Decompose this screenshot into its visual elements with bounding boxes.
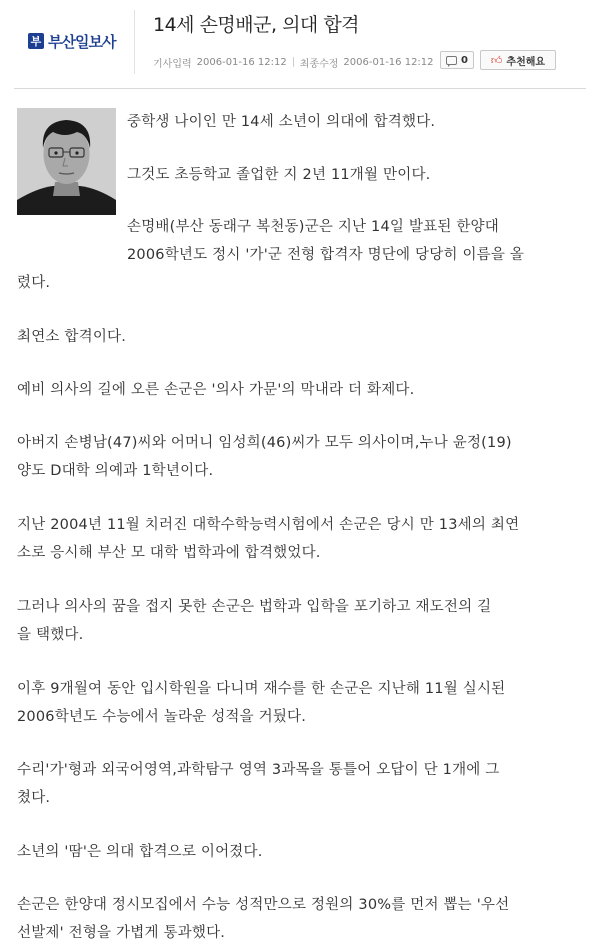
meta-divider	[293, 57, 294, 67]
paragraph	[127, 213, 524, 269]
article-header	[0, 0, 598, 88]
comment-count: 0	[461, 54, 468, 66]
paragraph-line: 2006학년도 정시 '가'군 전형 합격자 명단에 당당히 이름을 올	[127, 247, 525, 263]
header-divider	[134, 10, 135, 74]
paragraph	[17, 593, 491, 649]
publisher-logo[interactable]	[28, 31, 115, 51]
paragraph-line: 지난 2004년 11월 치러진 대학수학능력시험에서 손군은 당시 만 13세의 최연	[17, 517, 520, 533]
modify-date: 2006-01-16 12:12	[343, 56, 434, 68]
paragraph-line: 2006학년도 수능에서 놀라운 성적을 거뒀다.	[17, 709, 307, 725]
paragraph	[17, 891, 509, 947]
input-date: 2006-01-16 12:12	[196, 56, 287, 68]
paragraph	[17, 376, 414, 404]
thumbs-up-icon: 👍︎	[490, 53, 503, 67]
header-rule	[14, 88, 586, 89]
recommend-label: 추천해요	[506, 56, 546, 68]
paragraph-line: 그러나 의사의 꿈을 접지 못한 손군은 법학과 입학을 포기하고 재도전의 길	[17, 599, 492, 615]
paragraph	[17, 511, 519, 567]
paragraph-line: 렸다.	[17, 275, 51, 291]
paragraph	[17, 675, 505, 731]
portrait-image	[17, 108, 116, 215]
paragraph-line: 그것도 초등학교 졸업한 지 2년 11개월 만이다.	[127, 167, 431, 183]
paragraph	[17, 269, 50, 297]
paragraph-line: 손명배(부산 동래구 복천동)군은 지난 14일 발표된 한양대	[127, 219, 499, 235]
paragraph-line: 쳤다.	[17, 790, 51, 806]
modify-label: 최종수정	[299, 58, 339, 70]
comment-button[interactable]	[440, 51, 474, 69]
paragraph-line: 을 택했다.	[17, 627, 84, 643]
paragraph	[17, 323, 126, 351]
paragraph	[17, 429, 512, 485]
paragraph-line: 이후 9개월여 동안 입시학원을 다니며 재수를 한 손군은 지난해 11월 실시된	[17, 681, 506, 697]
recommend-button[interactable]	[480, 50, 556, 70]
paragraph-line: 소년의 '땀'은 의대 합격으로 이어졌다.	[17, 844, 263, 860]
paragraph-line: 소로 응시해 부산 모 대학 법학과에 합격했었다.	[17, 545, 321, 561]
logo-mark-icon: 부	[28, 33, 44, 49]
input-label: 기사입력	[153, 58, 192, 70]
article-meta	[153, 53, 434, 71]
paragraph-line: 수리'가'형과 외국어영역,과학탐구 영역 3과목을 통틀어 오답이 단 1개에 그	[17, 762, 500, 778]
paragraph-line: 최연소 합격이다.	[17, 329, 127, 345]
paragraph-line: 선발제' 전형을 가볍게 통과했다.	[17, 925, 226, 941]
article-title: 14세 손명배군, 의대 합격	[153, 14, 360, 36]
paragraph-line: 예비 의사의 길에 오른 손군은 '의사 가문'의 막내라 더 화제다.	[17, 382, 415, 398]
paragraph-line: 양도 D대학 의예과 1학년이다.	[17, 463, 214, 479]
paragraph	[17, 756, 500, 812]
article-photo	[17, 108, 116, 215]
paragraph	[127, 161, 430, 189]
paragraph	[127, 108, 435, 136]
paragraph-line: 손군은 한양대 정시모집에서 수능 성적만으로 정원의 30%를 먼저 뽑는 '우선	[17, 897, 510, 913]
comment-bubble-icon	[446, 56, 457, 65]
paragraph-line: 아버지 손병남(47)씨와 어머니 임성희(46)씨가 모두 의사이며,누나 윤정(19)	[17, 435, 512, 451]
paragraph-line: 중학생 나이인 만 14세 소년이 의대에 합격했다.	[127, 114, 436, 130]
logo-text: 부산일보사	[48, 32, 116, 51]
paragraph	[17, 838, 263, 866]
